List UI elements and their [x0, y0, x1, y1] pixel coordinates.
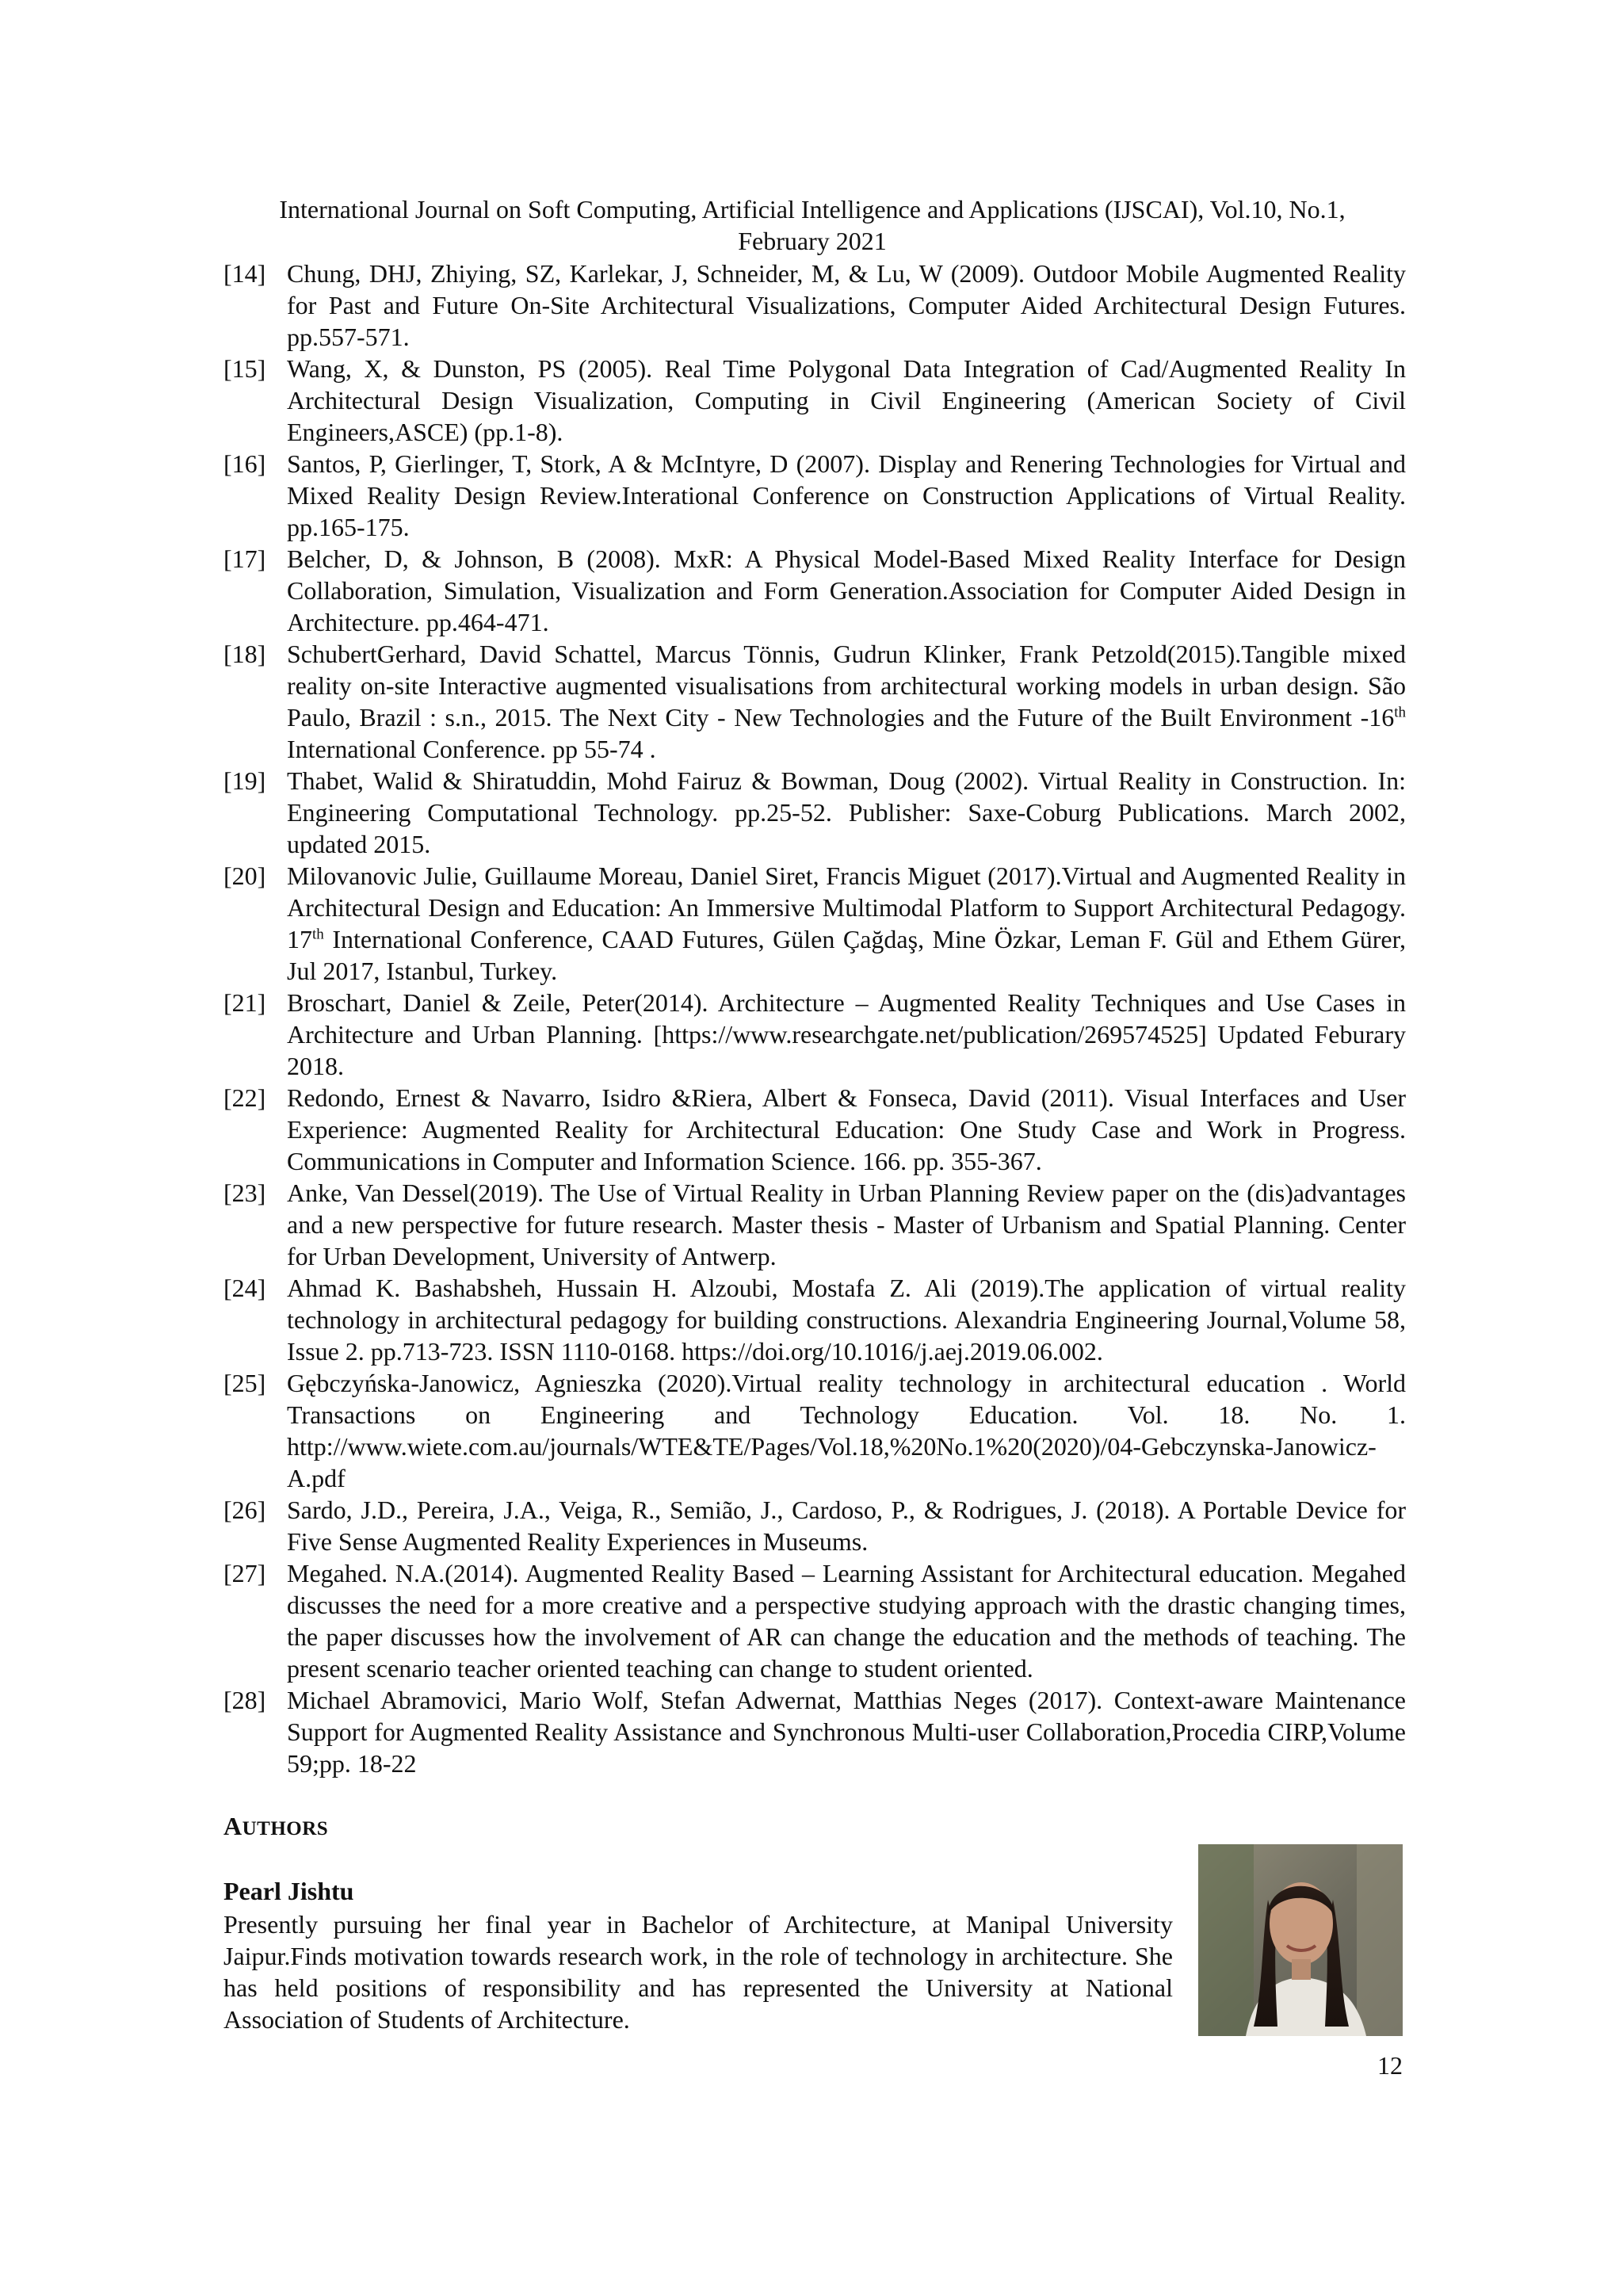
- journal-header-line1: International Journal on Soft Computing, Artificial Intelligence and Applications (IJSCAI), Vol.10, No.1,: [279, 195, 1346, 223]
- reference-item: [223, 543, 1406, 638]
- reference-item: [223, 1082, 1406, 1177]
- reference-number: [19]: [223, 766, 266, 795]
- journal-header: [158, 193, 1466, 257]
- reference-text: Broschart, Daniel & Zeile, Peter(2014). Architecture – Augmented Reality Techniques and Use Cases in Architecture and Urban Planning. [https://www.researchgate.net/publication/269574525] Updated Feburary 2018.: [287, 988, 1406, 1080]
- reference-number: [27]: [223, 1559, 266, 1587]
- reference-text: Gębczyńska-Janowicz, Agnieszka (2020).Virtual reality technology in architectural education . World Transactions on Engineering and Technology Education. Vol. 18. No. 1. http://www.wiete.com.au/journals/WTE&TE/Pages/Vol.18,%20No.1%20(2020)/04-Gebczynska-Janowicz-A.pdf: [287, 1369, 1406, 1492]
- reference-text: Michael Abramovici, Mario Wolf, Stefan Adwernat, Matthias Neges (2017). Context-aware Maintenance Support for Augmented Reality Assistance and Synchronous Multi-user Collaboration,Procedia CIRP,Volume 59;pp. 18-22: [287, 1686, 1406, 1778]
- reference-number: [14]: [223, 259, 266, 288]
- reference-item: [223, 987, 1406, 1082]
- reference-number: [18]: [223, 640, 266, 668]
- reference-item: [223, 258, 1406, 353]
- author-name: Pearl Jishtu: [223, 1877, 354, 1905]
- reference-number: [21]: [223, 988, 266, 1017]
- reference-item: [223, 860, 1406, 987]
- reference-number: [25]: [223, 1369, 266, 1397]
- reference-text-part: International Conference, CAAD Futures, Gülen Çağdaş, Mine Özkar, Leman F. Gül and Ethem Gürer, Jul 2017, Istanbul, Turkey.: [287, 925, 1406, 985]
- reference-text: Ahmad K. Bashabsheh, Hussain H. Alzoubi, Mostafa Z. Ali (2019).The application of virtual reality technology in architectural pedagogy for building constructions. Alexandria Engineering Journal,Volume 58, Issue 2. pp.713-723. ISSN 1110-0168. https://doi.org/10.1016/j.aej.2019.06.002.: [287, 1274, 1406, 1366]
- reference-text: Wang, X, & Dunston, PS (2005). Real Time Polygonal Data Integration of Cad/Augmented Reality In Architectural Design Visualization, Computing in Civil Engineering (American Society of Civil Engineers,ASCE) (pp.1-8).: [287, 354, 1406, 446]
- reference-text: [287, 638, 1406, 765]
- reference-number: [22]: [223, 1083, 266, 1112]
- reference-text: Santos, P, Gierlinger, T, Stork, A & McIntyre, D (2007). Display and Renering Technologies for Virtual and Mixed Reality Design Review.Interational Conference on Construction Applications of Virtual Reality. pp.165-175.: [287, 449, 1406, 541]
- ordinal-superscript: th: [312, 926, 324, 943]
- reference-text: Thabet, Walid & Shiratuddin, Mohd Fairuz & Bowman, Doug (2002). Virtual Reality in Construction. In: Engineering Computational Technology. pp.25-52. Publisher: Saxe-Coburg Publications. March 2002, updated 2015.: [287, 766, 1406, 858]
- reference-item: [223, 1494, 1406, 1557]
- reference-item: [223, 1272, 1406, 1367]
- reference-number: [16]: [223, 449, 266, 478]
- reference-item: [223, 448, 1406, 543]
- reference-item: [223, 638, 1406, 765]
- author-photo: [1198, 1844, 1403, 2036]
- reference-number: [24]: [223, 1274, 266, 1302]
- ordinal-superscript: th: [1394, 704, 1406, 721]
- reference-number: [26]: [223, 1496, 266, 1524]
- reference-item: [223, 1367, 1406, 1494]
- reference-number: [23]: [223, 1179, 266, 1207]
- author-bio: Presently pursuing her final year in Bachelor of Architecture, at Manipal University Jaipur.Finds motivation towards research work, in the role of technology in architecture. She has held positions of responsibility and has represented the University at National Association of Students of Architecture.: [223, 1910, 1173, 2034]
- journal-header-line2: February 2021: [738, 227, 887, 255]
- reference-number: [28]: [223, 1686, 266, 1714]
- reference-list: [223, 258, 1406, 1779]
- reference-item: [223, 1177, 1406, 1272]
- reference-text: Redondo, Ernest & Navarro, Isidro &Riera, Albert & Fonseca, David (2011). Visual Interfaces and User Experience: Augmented Reality for Architectural Education: One Study Case and Work in Progress. Communications in Computer and Information Science. 166. pp. 355-367.: [287, 1083, 1406, 1175]
- reference-text-part: Milovanovic Julie, Guillaume Moreau, Daniel Siret, Francis Miguet (2017).Virtual and Augmented Reality in Architectural Design and Education: An Immersive Multimodal Platform to Support Architectural Pedagogy. 17: [287, 861, 1406, 953]
- reference-item: [223, 1684, 1406, 1779]
- reference-text: Chung, DHJ, Zhiying, SZ, Karlekar, J, Schneider, M, & Lu, W (2009). Outdoor Mobile Augmented Reality for Past and Future On-Site Architectural Visualizations, Computer Aided Architectural Design Futures. pp.557-571.: [287, 259, 1406, 351]
- reference-item: [223, 765, 1406, 860]
- reference-number: [17]: [223, 544, 266, 573]
- reference-number: [20]: [223, 861, 266, 890]
- reference-number: [15]: [223, 354, 266, 383]
- reference-text-part: SchubertGerhard, David Schattel, Marcus Tönnis, Gudrun Klinker, Frank Petzold(2015).Tangible mixed reality on-site Interactive augmented visualisations from architectural working models in urban design. São Paulo, Brazil : s.n., 2015. The Next City - New Technologies and the Future of the Built Environment -16: [287, 640, 1406, 732]
- reference-text: Sardo, J.D., Pereira, J.A., Veiga, R., Semião, J., Cardoso, P., & Rodrigues, J. (2018). A Portable Device for Five Sense Augmented Reality Experiences in Museums.: [287, 1496, 1406, 1556]
- reference-text: Megahed. N.A.(2014). Augmented Reality Based – Learning Assistant for Architectural education. Megahed discusses the need for a more creative and a perspective studying approach with the drastic changing times, the paper discusses how the involvement of AR can change the education and the methods of teaching. The present scenario teacher oriented teaching can change to student oriented.: [287, 1559, 1406, 1683]
- authors-heading: AUTHORS: [223, 1812, 329, 1840]
- reference-item: [223, 353, 1406, 448]
- reference-text: Belcher, D, & Johnson, B (2008). MxR: A Physical Model-Based Mixed Reality Interface for Design Collaboration, Simulation, Visualization and Form Generation.Association for Computer Aided Design in Architecture. pp.464-471.: [287, 544, 1406, 636]
- reference-item: [223, 1557, 1406, 1684]
- reference-text: Anke, Van Dessel(2019). The Use of Virtual Reality in Urban Planning Review paper on the (dis)advantages and a new perspective for future research. Master thesis - Master of Urbanism and Spatial Planning. Center for Urban Development, University of Antwerp.: [287, 1179, 1406, 1270]
- page-number: 12: [1377, 2051, 1403, 2080]
- reference-text: [287, 860, 1406, 987]
- reference-text-part: International Conference. pp 55-74 .: [287, 735, 656, 763]
